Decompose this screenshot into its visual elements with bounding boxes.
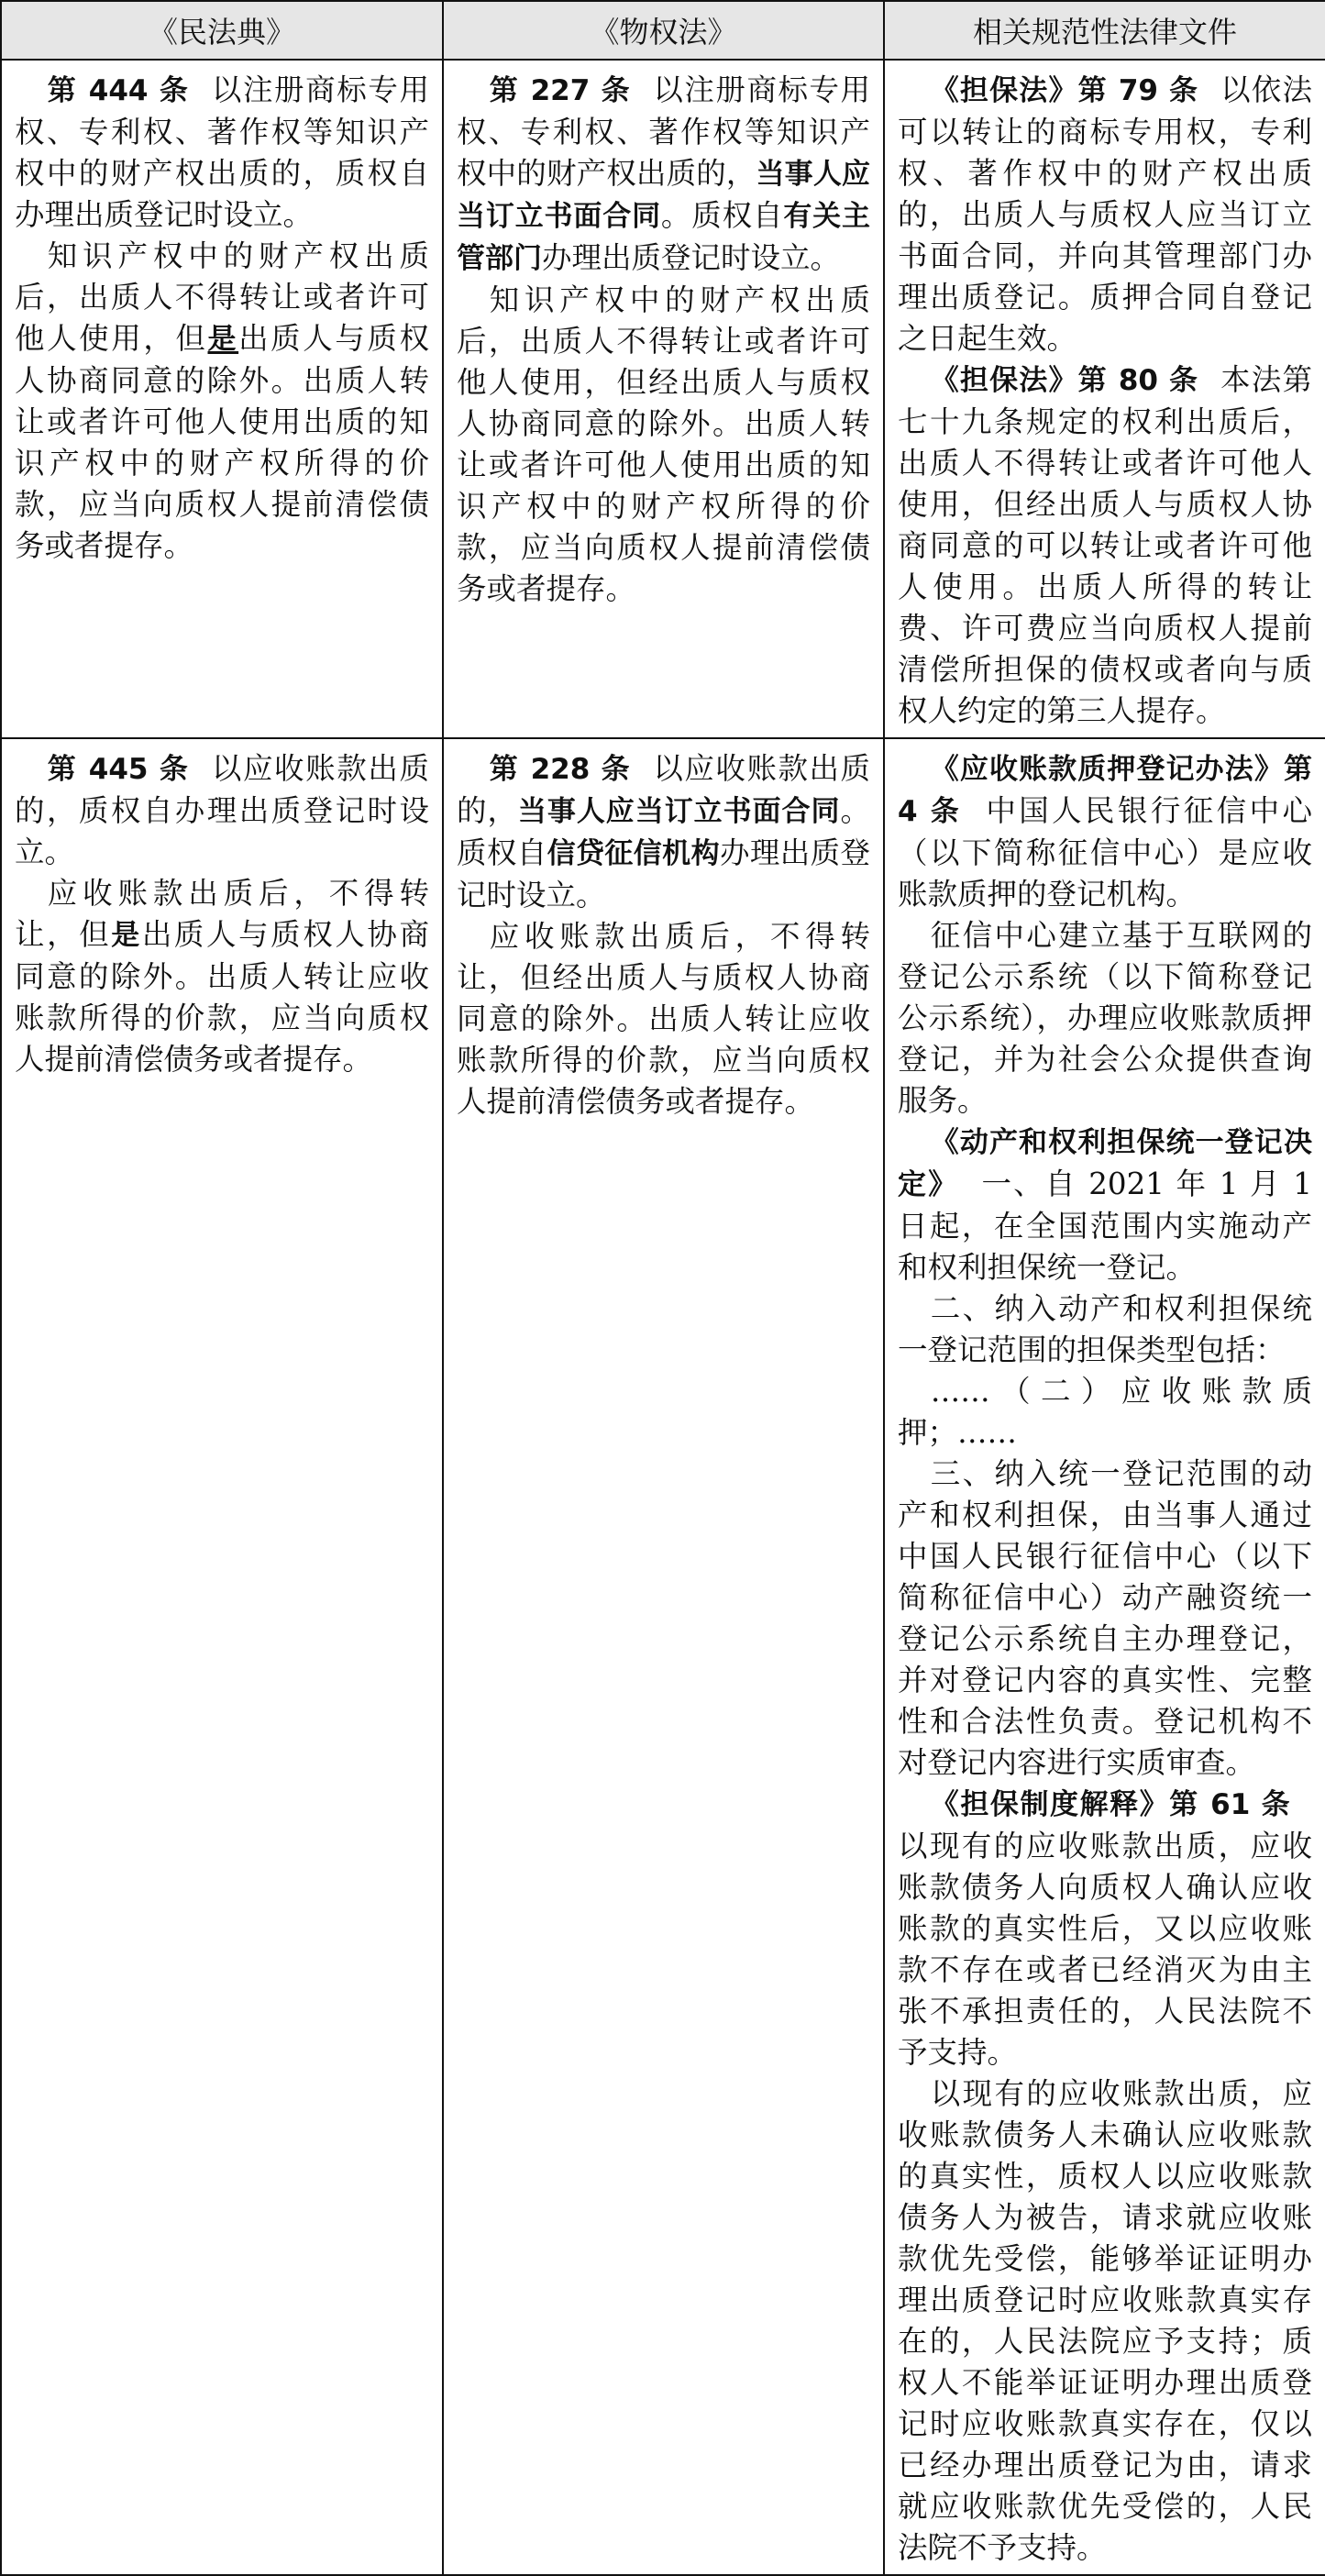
header-row <box>1 1 1325 60</box>
article-number: 《应收账款质押登记办法》第 4 条 <box>898 753 1312 828</box>
article-text: 办理出质登记时设立。 <box>542 240 841 275</box>
article-number: 第 227 条 <box>489 74 632 107</box>
article-number: 第 228 条 <box>489 753 632 786</box>
paragraph: 征信中心建立基于互联网的登记公示系统（以下简称登记公示系统），办理应收账款质押登记，并为社会公众提供查询服务。 <box>898 918 1312 1118</box>
article-number: 第 445 条 <box>47 753 190 786</box>
article-text: 中国人民银行征信中心（以下简称征信中心）是应收账款质押的登记机构。 <box>898 793 1312 912</box>
article-text: 以应收账款出质的，质权自办理出质登记时设立。 <box>15 751 429 869</box>
paragraph <box>15 70 429 236</box>
article-text: 以应收账款出质的， <box>457 751 870 828</box>
header-related-documents: 相关规范性法律文件 <box>884 1 1325 60</box>
paragraph: 应收账款出质后，不得转让，但经出质人与质权人协商同意的除外。出质人转让应收账款所得的价款，应当向质权人提前清偿债务或者提存。 <box>457 919 870 1119</box>
header-property-law: 《物权法》 <box>443 1 884 60</box>
paragraph <box>898 70 1312 359</box>
article-number: 《担保制度解释》第 61 条 <box>930 1788 1292 1821</box>
paragraph: 三、纳入统一登记范围的动产和权利担保，由当事人通过中国人民银行征信中心（以下简称征信中心）动产融资统一登记公示系统自主办理登记，并对登记内容的真实性、完整性和合法性负责。登记机构不对登记内容进行实质审查。 <box>898 1456 1312 1780</box>
paragraph <box>15 236 429 567</box>
article-text: 。质权自 <box>660 198 784 233</box>
header-civil-code: 《民法典》 <box>1 1 443 60</box>
emphasized-phrase: 当事人应当订立书面合同 <box>517 795 841 828</box>
article-number: 《担保法》第 80 条 <box>930 364 1199 397</box>
article-text: 以注册商标专用权、专利权、著作权等知识产权中的财产权出质的，质权自办理出质登记时设立。 <box>15 72 429 232</box>
emphasized-phrase: 有关主管部门 <box>457 200 871 275</box>
paragraph: 二、纳入动产和权利担保统一登记范围的担保类型包括： <box>898 1291 1312 1367</box>
paragraph: 知识产权中的财产权出质后，出质人不得转让或者许可他人使用，但经出质人与质权人协商同意的除外。出质人转让或者许可他人使用出质的知识产权中的财产权所得的价款，应当向质权人提前清偿债务或者提存。 <box>457 282 870 606</box>
table-row <box>1 738 1325 2575</box>
article-text: 办理出质登记时设立。 <box>457 835 870 912</box>
paragraph <box>457 70 870 280</box>
paragraph: 以现有的应收账款出质，应收账款债务人未确认应收账款的真实性，质权人以应收账款债务人为被告，请求就应收账款优先受偿，能够举证证明办理出质登记时应收账款真实存在的，人民法院应予支持；质权人不能举证证明办理出质登记时应收账款真实存在，仅以已经办理出质登记为由，请求就应收账款优先受偿的，人民法院不予支持。 <box>898 2076 1312 2565</box>
cell-related-guarantee-law <box>884 60 1325 738</box>
paragraph <box>898 359 1312 732</box>
article-text: 以注册商标专用权、专利权、著作权等知识产权中的财产权出质的， <box>457 72 870 191</box>
article-text: 应收账款出质后，不得转让，但 <box>15 876 429 952</box>
paragraph <box>457 748 870 916</box>
cell-civil-code-445 <box>1 738 443 2575</box>
emphasized-phrase: 信贷征信机构 <box>547 837 720 870</box>
article-text: 以依法可以转让的商标专用权，专利权、著作权中的财产权出质的，出质人与质权人应当订立书面合同，并向其管理部门办理出质登记。质押合同自登记之日起生效。 <box>898 72 1312 356</box>
article-number: 第 444 条 <box>47 74 190 107</box>
article-text: 出质人与质权人协商同意的除外。出质人转让应收账款所得的价款，应当向质权人提前清偿债务或者提存。 <box>15 917 429 1077</box>
paragraph <box>898 1122 1312 1288</box>
paragraph: ……（二）应收账款质押；…… <box>898 1374 1312 1450</box>
paragraph <box>898 1784 1312 2073</box>
emphasized-phrase: 当事人应当订立书面合同 <box>457 158 870 233</box>
article-text: 本法第七十九条规定的权利出质后，出质人不得转让或者许可他人使用，但经出质人与质权人协商同意的可以转让或者许可他人使用。出质人所得的转让费、许可费应当向质权人提前清偿所担保的债权或者向与质权人约定的第三人提存。 <box>898 362 1312 728</box>
cell-property-law-227 <box>443 60 884 738</box>
cell-civil-code-444 <box>1 60 443 738</box>
article-text: 知识产权中的财产权出质后，出质人不得转让或者许可他人使用，但 <box>15 238 429 356</box>
cell-property-law-228 <box>443 738 884 2575</box>
paragraph <box>15 748 429 873</box>
cell-related-receivables <box>884 738 1325 2575</box>
article-text: 一、自 2021 年 1 月 1 日起，在全国范围内实施动产和权利担保统一登记。 <box>898 1166 1312 1285</box>
paragraph <box>15 873 429 1080</box>
paragraph <box>898 748 1312 915</box>
article-text: 以现有的应收账款出质，应收账款债务人向质权人确认应收账款的真实性后，又以应收账款不存在或者已经消灭为由主张不承担责任的，人民法院不予支持。 <box>898 1829 1312 2070</box>
article-text: 出质人与质权人协商同意的除外。出质人转让或者许可他人使用出质的知识产权中的财产权所得的价款，应当向质权人提前清偿债务或者提存。 <box>15 321 429 563</box>
article-text: 。质权自 <box>457 793 870 870</box>
article-number: 《动产和权利担保统一登记决定》 <box>898 1126 1312 1201</box>
table-row <box>1 60 1325 738</box>
article-number: 《担保法》第 79 条 <box>930 74 1199 107</box>
emphasized-word: 是 <box>111 919 142 952</box>
emphasized-word: 是 <box>207 323 239 356</box>
